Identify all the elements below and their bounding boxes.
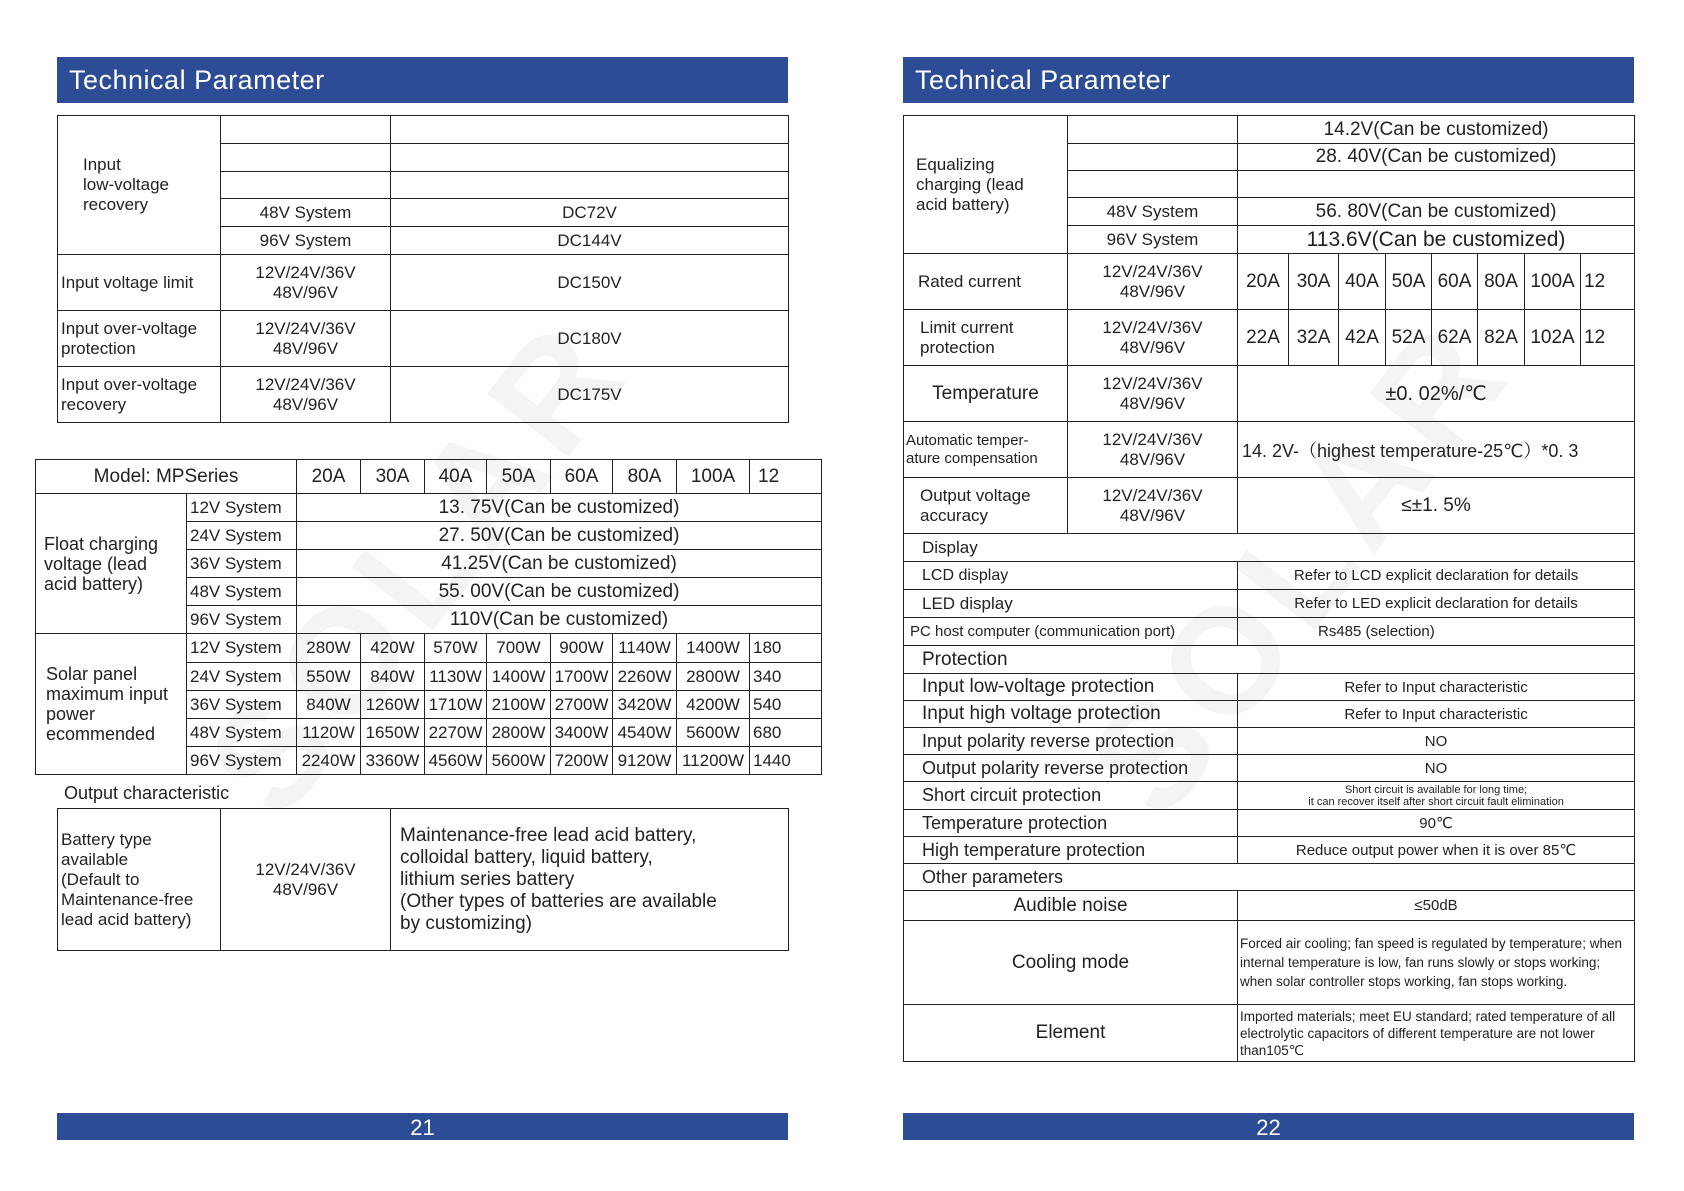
table-cell: 11200W [677,747,750,775]
table-cell: 12V/24V/36V 48V/96V [221,311,391,367]
output-characteristic-caption: Output characteristic [64,783,230,803]
table-cell: 700W [487,634,551,663]
table-cell: ≤50dB [1238,891,1635,921]
row-label: PC host computer (communication port) [904,618,1238,646]
table-cell: 113.6V(Can be customized) [1238,226,1635,254]
table-cell: 110V(Can be customized) [297,606,822,634]
table-cell: DC150V [391,255,789,311]
row-label: Temperature protection [904,810,1238,837]
model-header: 50A [487,460,551,494]
table-cell [391,172,789,199]
table-cell: 27. 50V(Can be customized) [297,522,822,550]
table-cell: 1650W [361,719,425,747]
table-cell: 1400W [677,634,750,663]
table-cell: 9120W [613,747,677,775]
model-label: Model: MPSeries [36,460,297,494]
limit-current-label: Limit current protection [904,310,1068,366]
table-cell: 1260W [361,691,425,719]
table-cell [221,144,391,172]
model-header: 80A [613,460,677,494]
output-characteristic-table [903,115,1635,1062]
auto-temp-label: Automatic temper- ature compensation [904,422,1068,478]
table-cell: 14. 2V-（highest temperature-25℃）*0. 3 [1238,422,1635,478]
table-cell: Short circuit is available for long time; it can recover itself after short circuit fault elimination [1238,782,1635,810]
row-label: Cooling mode [904,921,1238,1005]
table-cell: DC180V [391,311,789,367]
row-label: Output polarity reverse protection [904,755,1238,782]
system-label: 48V System [187,719,297,747]
input-characteristic-table [57,115,789,423]
display-section: Display [904,534,1635,562]
page-number: 22 [903,1113,1634,1140]
battery-type-table [57,808,789,951]
table-cell: Refer to LCD explicit declaration for details [1238,562,1635,590]
table-cell: 1130W [425,663,487,691]
table-cell: 1710W [425,691,487,719]
table-cell: 56. 80V(Can be customized) [1238,198,1635,226]
table-cell: 12V/24V/36V 48V/96V [221,809,391,951]
table-cell: 4200W [677,691,750,719]
table-cell: 4540W [613,719,677,747]
table-cell: Refer to Input characteristic [1238,674,1635,701]
table-cell [391,144,789,172]
low-voltage-recovery-label: Input low-voltage recovery [58,116,221,255]
table-cell [1238,171,1635,198]
protection-section: Protection [904,646,1635,674]
system-label: 36V System [187,691,297,719]
table-cell: 840W [297,691,361,719]
table-cell: 12 [1581,254,1635,310]
temperature-label: Temperature [904,366,1068,422]
table-cell [1068,144,1238,171]
table-cell: 1400W [487,663,551,691]
page-number: 21 [57,1113,788,1140]
table-cell: 13. 75V(Can be customized) [297,494,822,522]
system-label: 96V System [187,747,297,775]
table-cell: 100A [1525,254,1581,310]
table-cell: Refer to LED explicit declaration for details [1238,590,1635,618]
table-cell: 2270W [425,719,487,747]
table-cell: 22A [1238,310,1289,366]
row-label: LCD display [904,562,1238,590]
table-cell [221,116,391,144]
table-cell: DC72V [391,199,789,227]
table-cell: 840W [361,663,425,691]
table-cell: 5600W [487,747,551,775]
table-cell: 48V System [221,199,391,227]
table-cell: 280W [297,634,361,663]
table-cell: 102A [1525,310,1581,366]
model-header: 12 [750,460,822,494]
model-header: 60A [551,460,613,494]
table-cell: 900W [551,634,613,663]
system-label: 24V System [187,522,297,550]
table-cell: 12V/24V/36V 48V/96V [1068,478,1238,534]
table-cell: 40A [1339,254,1386,310]
table-cell: Rs485 (selection) [1238,618,1635,646]
table-cell [391,116,789,144]
model-header: 20A [297,460,361,494]
table-cell: 20A [1238,254,1289,310]
rated-current-label: Rated current [904,254,1068,310]
table-cell: 12V/24V/36V 48V/96V [1068,366,1238,422]
table-cell: 570W [425,634,487,663]
table-cell: Reduce output power when it is over 85℃ [1238,837,1635,864]
table-cell [1068,116,1238,144]
row-label: Input low-voltage protection [904,674,1238,701]
output-accuracy-label: Output voltage accuracy [904,478,1068,534]
table-cell: 540 [750,691,822,719]
page-header: Technical Parameter [903,57,1634,103]
table-cell: 62A [1432,310,1478,366]
battery-type-label: Battery type available (Default to Maintenance-free lead acid battery) [58,809,221,951]
float-charging-table [35,459,822,775]
table-cell: 55. 00V(Can be customized) [297,578,822,606]
table-cell: 12V/24V/36V 48V/96V [1068,310,1238,366]
table-cell: 4560W [425,747,487,775]
system-label: 12V System [187,494,297,522]
model-header: 100A [677,460,750,494]
table-cell: 1140W [613,634,677,663]
table-cell: 420W [361,634,425,663]
table-cell: 32A [1289,310,1339,366]
table-cell: 1440 [750,747,822,775]
row-label: Input over-voltage recovery [58,367,221,423]
system-label: 24V System [187,663,297,691]
table-cell: 3420W [613,691,677,719]
table-cell: 340 [750,663,822,691]
row-label: Input polarity reverse protection [904,728,1238,755]
table-cell: ≤±1. 5% [1238,478,1635,534]
table-cell: 12V/24V/36V 48V/96V [1068,254,1238,310]
table-cell: 48V System [1068,198,1238,226]
row-label: Input high voltage protection [904,701,1238,728]
table-cell: 28. 40V(Can be customized) [1238,144,1635,171]
table-cell: NO [1238,728,1635,755]
table-cell: 14.2V(Can be customized) [1238,116,1635,144]
model-header: 30A [361,460,425,494]
table-cell: Imported materials; meet EU standard; rated temperature of all electrolytic capacitors of different temperature are not lower than105℃ [1238,1005,1635,1062]
table-cell: 60A [1432,254,1478,310]
row-label: LED display [904,590,1238,618]
table-cell: 90℃ [1238,810,1635,837]
other-section: Other parameters [904,864,1635,891]
table-cell: 30A [1289,254,1339,310]
table-cell: 180 [750,634,822,663]
row-label: Input voltage limit [58,255,221,311]
equalizing-label: Equalizing charging (lead acid battery) [904,116,1068,254]
table-cell: Forced air cooling; fan speed is regulated by temperature; when internal temperature is low, fan runs slowly or stops working; when solar controller stops working, fan stops working. [1238,921,1635,1005]
table-cell: NO [1238,755,1635,782]
solar-panel-label: Solar panel maximum input power ecommended [36,634,187,775]
system-label: 12V System [187,634,297,663]
table-cell: 12V/24V/36V 48V/96V [221,367,391,423]
table-cell: DC175V [391,367,789,423]
table-cell: 2800W [487,719,551,747]
table-cell: 1700W [551,663,613,691]
table-cell: 50A [1386,254,1432,310]
table-cell: 2240W [297,747,361,775]
table-cell: 2260W [613,663,677,691]
table-cell: 42A [1339,310,1386,366]
table-cell: 96V System [221,227,391,255]
table-cell: DC144V [391,227,789,255]
float-charging-label: Float charging voltage (lead acid battery) [36,494,187,634]
table-cell: Maintenance-free lead acid battery, colloidal battery, liquid battery, lithium series battery (Other types of batteries are available by customizing) [391,809,789,951]
table-cell: 12V/24V/36V 48V/96V [221,255,391,311]
system-label: 36V System [187,550,297,578]
table-cell: 52A [1386,310,1432,366]
table-cell: 2100W [487,691,551,719]
system-label: 48V System [187,578,297,606]
table-cell: 3360W [361,747,425,775]
page-22 [842,0,1684,1191]
table-cell: 2700W [551,691,613,719]
table-cell: 680 [750,719,822,747]
model-header: 40A [425,460,487,494]
row-label: Element [904,1005,1238,1062]
row-label: High temperature protection [904,837,1238,864]
page-header: Technical Parameter [57,57,788,103]
table-cell: 550W [297,663,361,691]
table-cell: 80A [1478,254,1525,310]
row-label: Input over-voltage protection [58,311,221,367]
table-cell [221,172,391,199]
table-cell [1068,171,1238,198]
table-cell: 7200W [551,747,613,775]
row-label: Audible noise [904,891,1238,921]
table-cell: 82A [1478,310,1525,366]
table-cell: 3400W [551,719,613,747]
table-cell: 96V System [1068,226,1238,254]
table-cell: 12 [1581,310,1635,366]
table-cell: Refer to Input characteristic [1238,701,1635,728]
table-cell: 12V/24V/36V 48V/96V [1068,422,1238,478]
row-label: Short circuit protection [904,782,1238,810]
table-cell: 2800W [677,663,750,691]
table-cell: 5600W [677,719,750,747]
table-cell: ±0. 02%/℃ [1238,366,1635,422]
system-label: 96V System [187,606,297,634]
table-cell: 1120W [297,719,361,747]
table-cell: 41.25V(Can be customized) [297,550,822,578]
